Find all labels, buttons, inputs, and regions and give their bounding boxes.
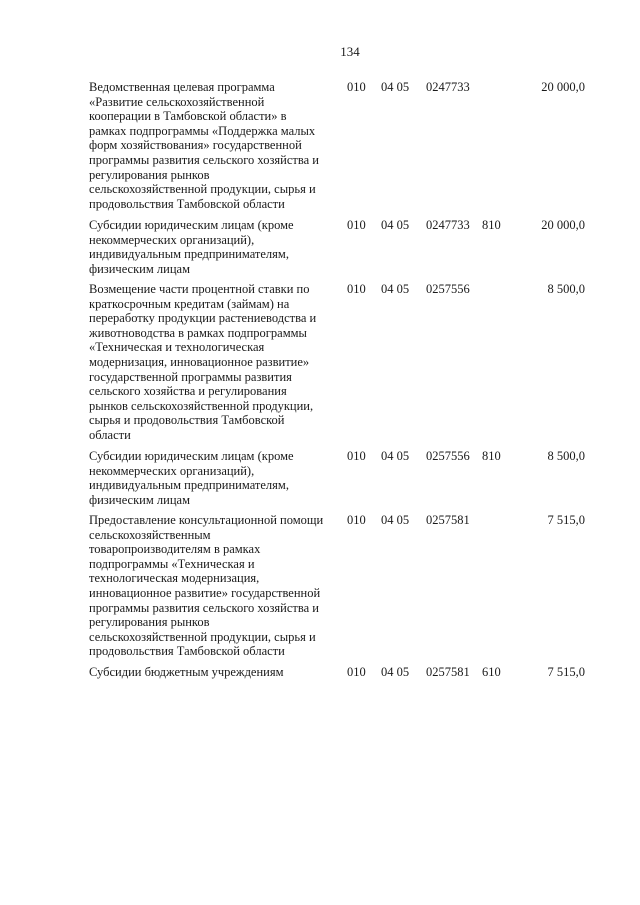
amount: 20 000,0 bbox=[541, 218, 585, 232]
amount: 7 515,0 bbox=[547, 665, 585, 679]
section-code: 04 05 bbox=[381, 282, 410, 296]
ministry-code: 010 bbox=[347, 513, 366, 527]
section-code: 04 05 bbox=[381, 513, 410, 527]
section-code: 04 05 bbox=[381, 449, 410, 463]
amount: 7 515,0 bbox=[547, 513, 585, 527]
row-description: Ведомственная целевая программа «Развитие сельскохозяйственной кооперации в Тамбовской области» в рамках подпрограммы «Поддержка малых форм хозяйствования» государственной программы развития сельского хозяйства и регулирования рынков сельскохозяйственной продукции, сырья и продовольствия Тамбовской области bbox=[89, 80, 319, 211]
target-code: 0247733 bbox=[426, 80, 470, 94]
ministry-code: 010 bbox=[347, 449, 366, 463]
ministry-code: 010 bbox=[347, 665, 366, 679]
ministry-code: 010 bbox=[347, 282, 366, 296]
expense-type-code: 610 bbox=[482, 665, 501, 679]
section-code: 04 05 bbox=[381, 80, 410, 94]
target-code: 0257581 bbox=[426, 665, 470, 679]
ministry-code: 010 bbox=[347, 218, 366, 232]
amount: 20 000,0 bbox=[541, 80, 585, 94]
expense-type-code: 810 bbox=[482, 449, 501, 463]
section-code: 04 05 bbox=[381, 218, 410, 232]
ministry-code: 010 bbox=[347, 80, 366, 94]
target-code: 0257581 bbox=[426, 513, 470, 527]
target-code: 0247733 bbox=[426, 218, 470, 232]
row-description: Субсидии юридическим лицам (кроме некоммерческих организаций), индивидуальным предпринимателям, физическим лицам bbox=[89, 218, 294, 276]
row-description: Возмещение части процентной ставки по краткосрочным кредитам (займам) на переработку продукции растениеводства и животноводства в рамках подпрограммы «Техническая и технологическая модернизация, инновационное развитие» государственной программы развития сельского хозяйства и регулирования рынков сельскохозяйственной продукции, сырья и продовольствия Тамбовской области bbox=[89, 282, 317, 442]
target-code: 0257556 bbox=[426, 449, 470, 463]
target-code: 0257556 bbox=[426, 282, 470, 296]
expense-type-code: 810 bbox=[482, 218, 501, 232]
page-number: 134 bbox=[340, 44, 360, 59]
row-description: Субсидии юридическим лицам (кроме некоммерческих организаций), индивидуальным предпринимателям, физическим лицам bbox=[89, 449, 294, 507]
amount: 8 500,0 bbox=[547, 282, 585, 296]
row-description: Предоставление консультационной помощи сельскохозяйственным товаропроизводителям в рамках подпрограммы «Техническая и технологическая модернизация, инновационное развитие» государственной программы развития сельского хозяйства и регулирования рынков сельскохозяйственной продукции, сырья и продовольствия Тамбовской области bbox=[89, 513, 324, 659]
row-description: Субсидии бюджетным учреждениям bbox=[89, 665, 284, 679]
section-code: 04 05 bbox=[381, 665, 410, 679]
amount: 8 500,0 bbox=[547, 449, 585, 463]
